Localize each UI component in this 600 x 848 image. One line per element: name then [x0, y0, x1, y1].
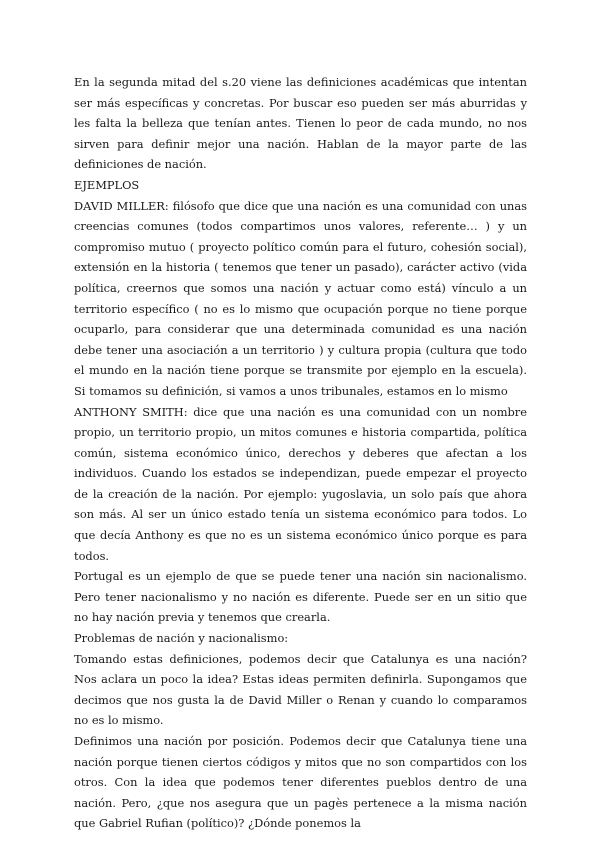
paragraph-catalunya-definiciones: Tomando estas definiciones, podemos decir que Catalunya es una nación? Nos aclara un poco la idea? Estas ideas permiten definirla. Supongamos que decimos que nos gusta la de David Miller o Renan y cuando lo comparamos no es lo mismo.: [74, 651, 527, 728]
document-page: [74, 72, 527, 834]
paragraph-definimos-nacion: Definimos una nación por posición. Podemos decir que Catalunya tiene una nación porque tienen ciertos códigos y mitos que no son compartidos con los otros. Con la idea que podemos tener diferentes pueblos dentro de una nación. Pero, ¿que nos asegura que un pagès pertenece a la misma nación que Gabriel Rufian (político)? ¿Dónde ponemos la: [74, 734, 527, 831]
paragraph-anthony-smith: ANTHONY SMITH: dice que una nación es una comunidad con un nombre propio, un territorio propio, un mitos comunes e historia compartida, política común, sistema económico único, derechos y deberes que afectan a los individuos. Cuando los estados se independizan, puede empezar el proyecto de la creación de la nación. Por ejemplo: yugoslavia, un solo país que ahora son más. Al ser un único estado tenía un sistema económico para todos. Lo que decía Anthony es que no es un sistema económico único porque es para todos.: [74, 404, 527, 563]
paragraph-portugal: Portugal es un ejemplo de que se puede tener una nación sin nacionalismo. Pero tener nacionalismo y no nación es diferente. Puede ser en un sitio que no hay nación previa y tenemos que crearla.: [74, 569, 527, 625]
heading-problemas: Problemas de nación y nacionalismo:: [74, 631, 289, 646]
paragraph-intro: En la segunda mitad del s.20 viene las definiciones académicas que intentan ser más específicas y concretas. Por buscar eso pueden ser más aburridas y les falta la belleza que tenían antes. Tienen lo peor de cada mundo, no nos sirven para definir mejor una nación. Hablan de la mayor parte de las definiciones de nación.: [74, 75, 527, 172]
heading-ejemplos: EJEMPLOS: [74, 177, 140, 192]
paragraph-david-miller: DAVID MILLER: filósofo que dice que una nación es una comunidad con unas creencias comunes (todos compartimos unos valores, referente… ) y un compromiso mutuo ( proyecto político común para el futuro, cohesión social), extensión en la historia ( tenemos que tener un pasado), carácter activo (vida política, creernos que somos una nación y actuar como está) vínculo a un territorio específico ( no es lo mismo que ocupación porque no tiene porque ocuparlo, para considerar que una determinada comunidad es una nación debe tener una asociación a un territorio ) y cultura propia (cultura que todo el mundo en la nación tiene porque se transmite por ejemplo en la escuela). Si tomamos su definición, si vamos a unos tribunales, estamos en lo mismo: [74, 198, 527, 398]
